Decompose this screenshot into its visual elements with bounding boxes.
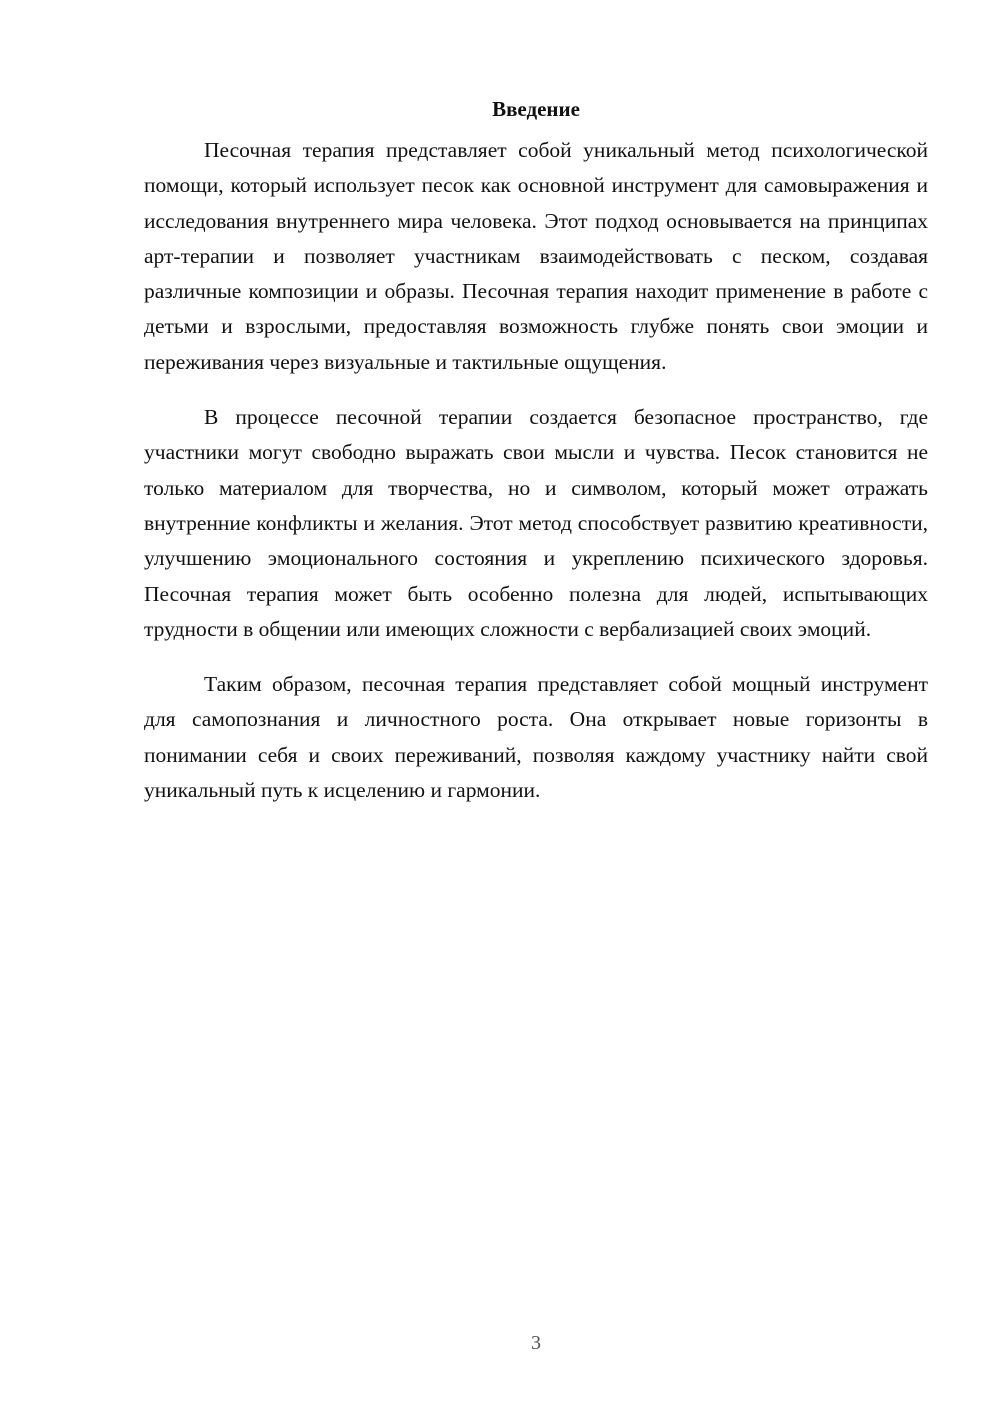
section-heading: Введение bbox=[492, 97, 580, 121]
paragraph-1: Песочная терапия представляет собой уникальный метод психологической помощи, который использует песок как основной инструмент для самовыражения и исследования внутреннего мира человека. Этот подход основывается на принципах арт-терапии и позволяет участникам взаимодействовать с песком, создавая различные композиции и образы. Песочная терапия находит применение в работе с детьми и взрослыми, предоставляя возможность глубже понять свои эмоции и переживания через визуальные и тактильные ощущения. bbox=[144, 138, 928, 374]
paragraph-3: Таким образом, песочная терапия представляет собой мощный инструмент для самопознания и личностного роста. Она открывает новые горизонты в понимании себя и своих переживаний, позволяя каждому участнику найти свой уникальный путь к исцелению и гармонии. bbox=[144, 672, 928, 803]
page-number: 3 bbox=[531, 1332, 541, 1354]
page-content bbox=[144, 92, 928, 828]
paragraph-2: В процессе песочной терапии создается безопасное пространство, где участники могут свободно выражать свои мысли и чувства. Песок становится не только материалом для творчества, но и символом, который может отражать внутренние конфликты и желания. Этот метод способствует развитию креативности, улучшению эмоционального состояния и укреплению психического здоровья. Песочная терапия может быть особенно полезна для людей, испытывающих трудности в общении или имеющих сложности с вербализацией своих эмоций. bbox=[144, 405, 928, 641]
